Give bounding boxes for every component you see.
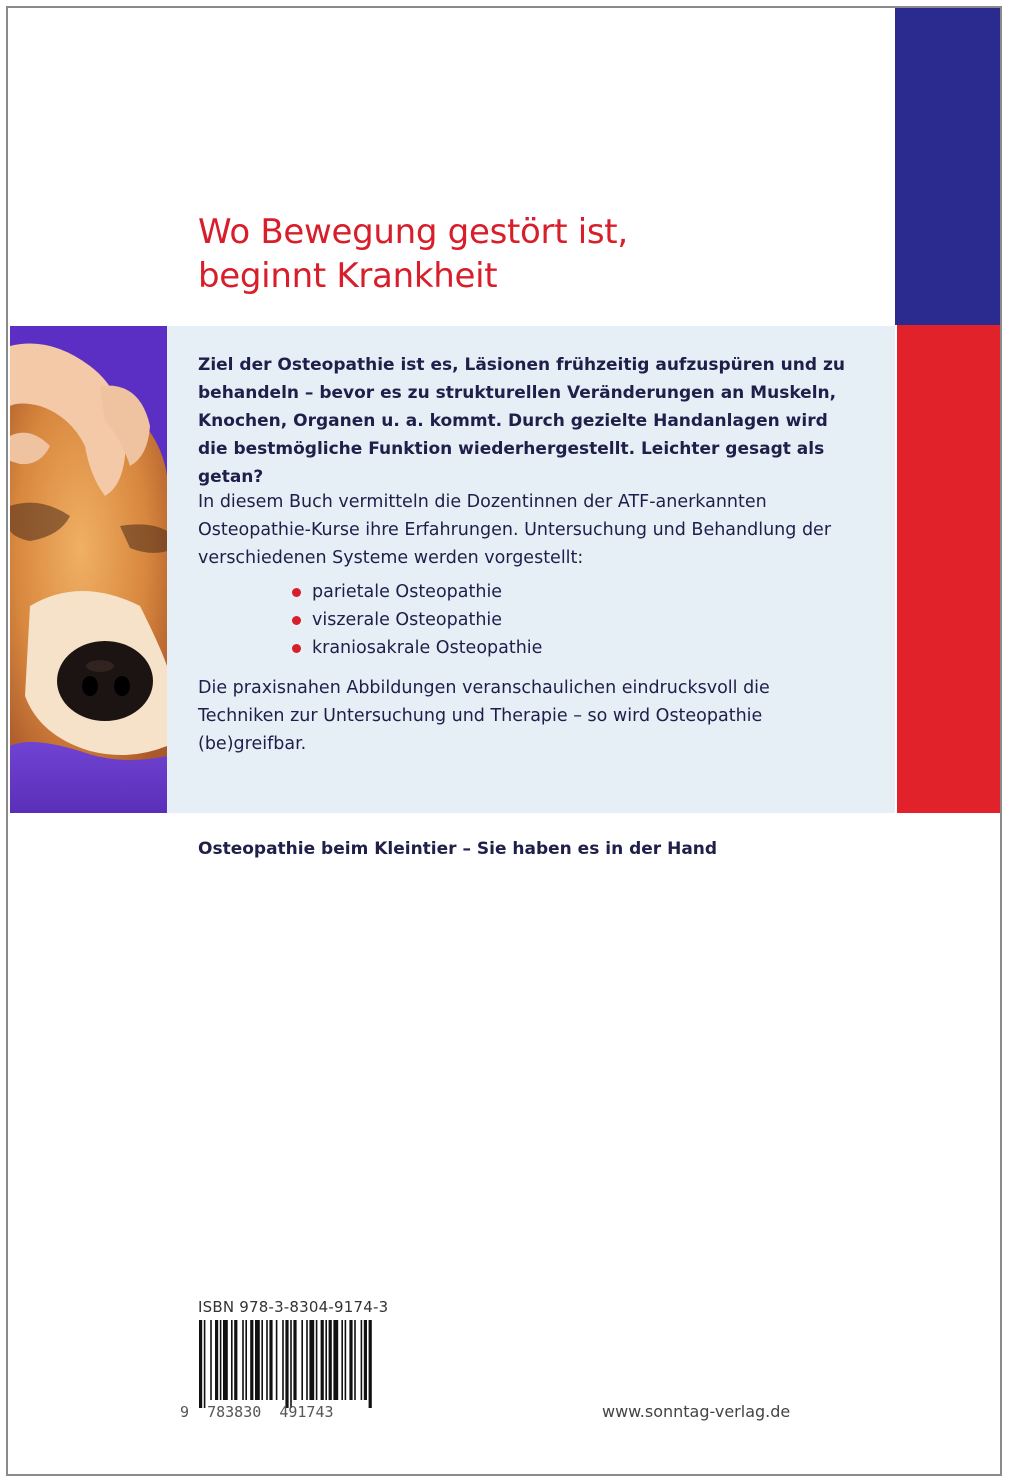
red-stripe — [897, 325, 1000, 813]
list-item — [290, 578, 542, 606]
barcode-bar — [276, 1320, 278, 1400]
headline-line-1: Wo Bewegung gestört ist, — [198, 212, 628, 252]
list-item — [290, 634, 542, 662]
barcode-bar — [345, 1320, 347, 1400]
barcode-bar — [204, 1320, 206, 1408]
barcode-bar — [364, 1320, 367, 1400]
barcode-bar — [341, 1320, 343, 1400]
headline-line-2: beginnt Krankheit — [198, 256, 498, 296]
barcode-bar — [316, 1320, 318, 1400]
barcode-bar — [333, 1320, 338, 1400]
dog-photo — [10, 326, 167, 813]
barcode-bar — [250, 1320, 253, 1400]
barcode-bar — [242, 1320, 244, 1400]
red-dot-icon — [292, 644, 301, 653]
barcode-bar — [369, 1320, 372, 1408]
barcode-bar — [361, 1320, 363, 1400]
osteopathy-list — [290, 578, 542, 662]
barcode-bar — [325, 1320, 327, 1400]
closing-paragraph: Die praxisnahen Abbildungen veranschaulichen eindrucksvoll die Techniken zur Untersuchung und Therapie – so wird Osteopathie (be)greifbar. — [198, 678, 770, 754]
barcode-bar — [306, 1320, 308, 1400]
list-item-label: parietale Osteopathie — [312, 582, 503, 602]
barcode-bar — [223, 1320, 228, 1400]
isbn-label: ISBN 978-3-8304-9174-3 — [198, 1298, 389, 1316]
barcode-bar — [290, 1320, 292, 1408]
publisher-website[interactable]: www.sonntag-verlag.de — [602, 1402, 791, 1421]
barcode — [185, 1320, 395, 1412]
barcode-bar — [301, 1320, 303, 1400]
barcode-bar — [245, 1320, 247, 1400]
barcode-bar — [293, 1320, 296, 1400]
barcode-bar — [321, 1320, 324, 1400]
list-item-label: viszerale Osteopathie — [312, 610, 503, 630]
barcode-bar — [309, 1320, 314, 1400]
barcode-bar — [234, 1320, 237, 1400]
red-dot-icon — [292, 588, 301, 597]
list-item-label: kraniosakrale Osteopathie — [312, 638, 543, 658]
barcode-digits: 9 783830 491743 — [180, 1403, 334, 1421]
red-dot-icon — [292, 616, 301, 625]
barcode-bar — [329, 1320, 332, 1400]
barcode-bar — [349, 1320, 352, 1400]
barcode-bar — [210, 1320, 212, 1400]
barcode-bar — [354, 1320, 356, 1400]
tagline: Osteopathie beim Kleintier – Sie haben es in der Hand — [198, 839, 718, 859]
barcode-bar — [255, 1320, 260, 1400]
barcode-bar — [231, 1320, 233, 1400]
barcode-bar — [215, 1320, 218, 1400]
barcode-bar — [261, 1320, 263, 1400]
barcode-bar — [269, 1320, 272, 1400]
headline — [198, 210, 878, 298]
list-item — [290, 606, 542, 634]
barcode-bar — [282, 1320, 284, 1400]
barcode-bar — [285, 1320, 288, 1408]
barcode-bar — [220, 1320, 222, 1400]
intro-paragraph: Ziel der Osteopathie ist es, Läsionen frühzeitig aufzuspüren und zu behandeln – bevor es zu strukturellen Veränderungen an Muskeln, Knochen, Organen u. a. kommt. Durch gezielte Handanlagen wird die bestmögliche Funktion wiederhergestellt. Leichter gesagt als getan? — [198, 355, 845, 487]
blue-stripe — [895, 8, 1000, 325]
description-paragraph: In diesem Buch vermitteln die Dozentinnen der ATF-anerkannten Osteopathie-Kurse ihre Erfahrungen. Untersuchung und Behandlung der verschiedenen Systeme werden vorgestellt: — [198, 492, 832, 568]
barcode-bar — [199, 1320, 202, 1408]
barcode-bar — [266, 1320, 268, 1400]
